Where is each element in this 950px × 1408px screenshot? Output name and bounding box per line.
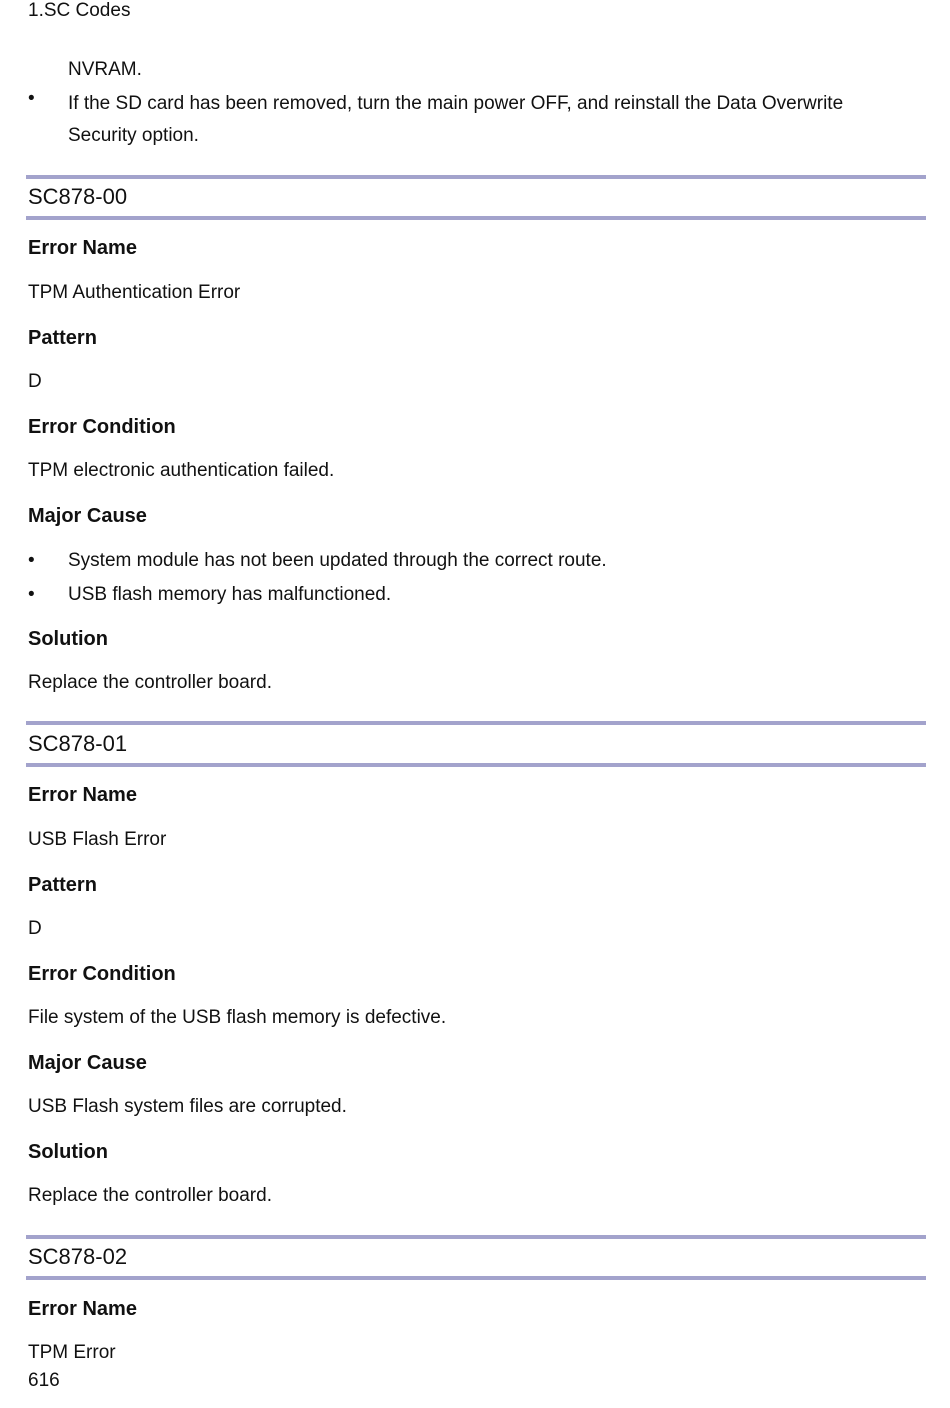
section-divider-top xyxy=(26,175,926,179)
error-name-value: TPM Authentication Error xyxy=(28,282,241,303)
list-item xyxy=(28,584,908,608)
major-cause-label: Major Cause xyxy=(28,505,147,527)
error-condition-label: Error Condition xyxy=(28,416,176,438)
pattern-label: Pattern xyxy=(28,874,97,896)
error-name-label: Error Name xyxy=(28,784,137,806)
solution-value: Replace the controller board. xyxy=(28,1185,272,1206)
error-name-label: Error Name xyxy=(28,237,137,259)
bullet-icon: • xyxy=(28,584,35,605)
page-number: 616 xyxy=(28,1370,60,1391)
continued-text: NVRAM. xyxy=(68,59,142,80)
bullet-icon: • xyxy=(28,550,35,571)
bullet-text: USB flash memory has malfunctioned. xyxy=(68,584,392,605)
section-divider-top xyxy=(26,1235,926,1239)
bullet-text: If the SD card has been removed, turn the main power OFF, and reinstall the Data Overwrite Security option. xyxy=(68,93,844,146)
list-item xyxy=(28,550,908,574)
error-name-label: Error Name xyxy=(28,1298,137,1320)
error-condition-value: TPM electronic authentication failed. xyxy=(28,460,335,481)
running-header: 1.SC Codes xyxy=(28,0,131,21)
solution-label: Solution xyxy=(28,628,108,650)
error-name-value: TPM Error xyxy=(28,1342,116,1363)
error-condition-label: Error Condition xyxy=(28,963,176,985)
major-cause-value: USB Flash system files are corrupted. xyxy=(28,1096,347,1117)
section-divider-bottom xyxy=(26,216,926,220)
solution-label: Solution xyxy=(28,1141,108,1163)
sc-code-heading: SC878-02 xyxy=(28,1244,128,1269)
pattern-value: D xyxy=(28,918,42,939)
major-cause-label: Major Cause xyxy=(28,1052,147,1074)
section-divider-top xyxy=(26,721,926,725)
error-name-value: USB Flash Error xyxy=(28,829,167,850)
section-divider-bottom xyxy=(26,763,926,767)
sc-code-heading: SC878-00 xyxy=(28,184,128,209)
pattern-value: D xyxy=(28,371,42,392)
error-condition-value: File system of the USB flash memory is defective. xyxy=(28,1007,447,1028)
solution-value: Replace the controller board. xyxy=(28,672,272,693)
pattern-label: Pattern xyxy=(28,327,97,349)
section-divider-bottom xyxy=(26,1276,926,1280)
bullet-icon: • xyxy=(28,88,35,109)
list-item xyxy=(28,88,908,154)
bullet-text: System module has not been updated through the correct route. xyxy=(68,550,607,571)
sc-code-heading: SC878-01 xyxy=(28,731,128,756)
